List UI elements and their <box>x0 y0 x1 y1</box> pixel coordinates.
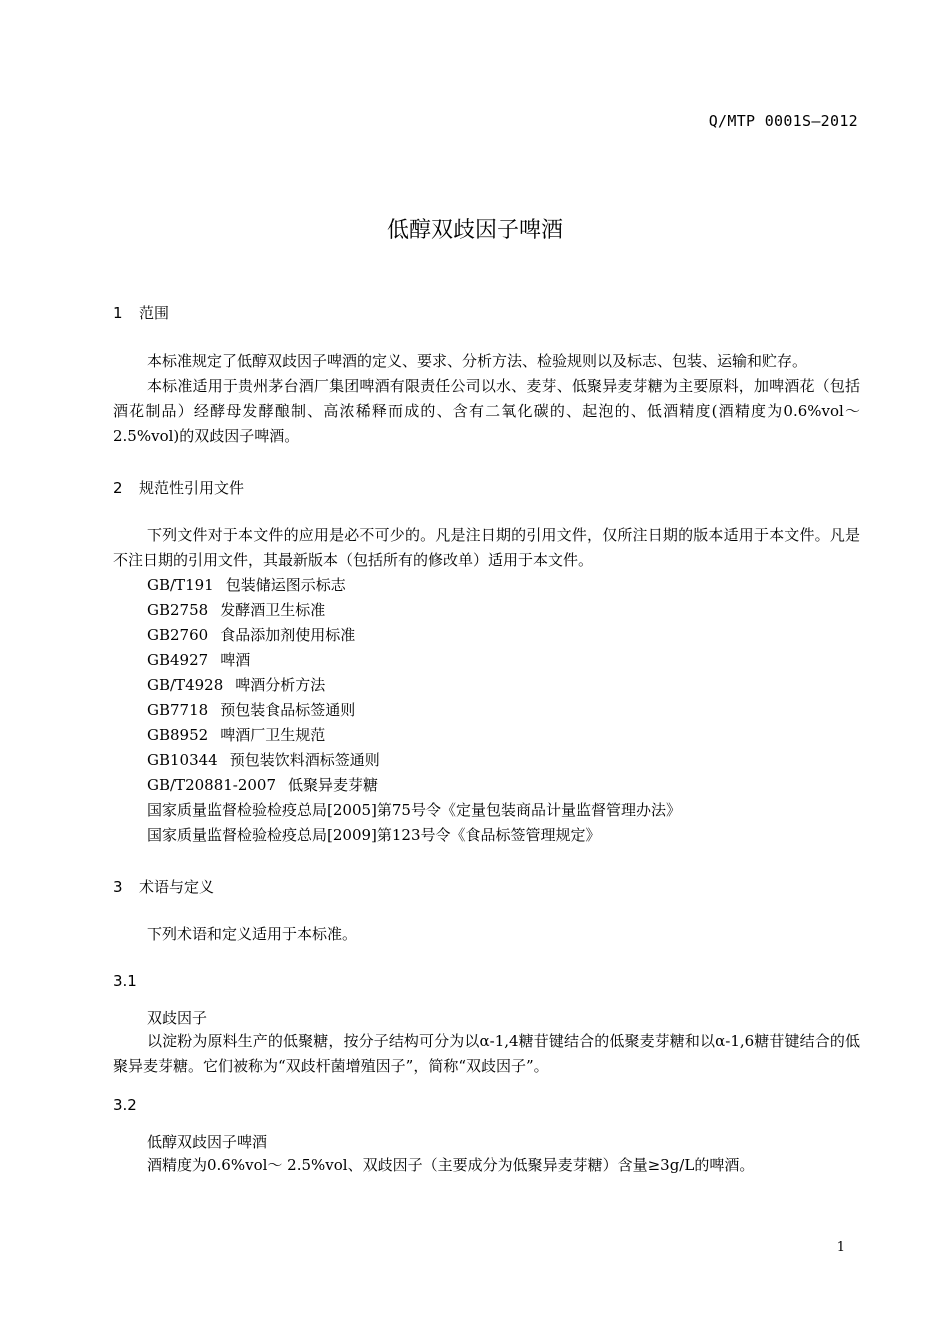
reference-item <box>147 573 681 598</box>
section-number: 3 <box>113 878 123 896</box>
paragraph: 下列文件对于本文件的应用是必不可少的。凡是注日期的引用文件，仅所注日期的版本适用于本文件。凡是不注日期的引用文件，其最新版本（包括所有的修改单）适用于本文件。 <box>113 526 860 569</box>
decree-item: 国家质量监督检验检疫总局[2005]第75号令《定量包装商品计量监督管理办法》 <box>147 801 681 819</box>
reference-item <box>147 723 681 748</box>
section-heading-references <box>113 477 244 498</box>
paragraph: 本标准规定了低醇双歧因子啤酒的定义、要求、分析方法、检验规则以及标志、包装、运输和贮存。 <box>147 352 808 370</box>
reference-item <box>147 773 681 798</box>
reference-code: GB/T4928 <box>147 676 224 694</box>
reference-name: 啤酒厂卫生规范 <box>220 726 326 744</box>
reference-name: 发酵酒卫生标准 <box>220 601 326 619</box>
reference-item <box>147 623 681 648</box>
section-title: 术语与定义 <box>139 878 215 896</box>
reference-code: GB/T191 <box>147 576 214 594</box>
terms-intro <box>113 922 860 947</box>
reference-item <box>147 698 681 723</box>
document-code: Q/MTP 0001S—2012 <box>708 112 858 130</box>
reference-code: GB7718 <box>147 701 209 719</box>
section-title: 规范性引用文件 <box>139 479 245 497</box>
decree-item: 国家质量监督检验检疫总局[2009]第123号令《食品标签管理规定》 <box>147 826 601 844</box>
section-title: 范围 <box>139 304 170 322</box>
subsection-number: 3.1 <box>113 972 137 990</box>
paragraph: 本标准适用于贵州茅台酒厂集团啤酒有限责任公司以水、麦芽、低聚异麦芽糖为主要原料，加啤酒花（包括酒花制品）经酵母发酵酿制、高浓稀释而成的、含有二氧化碳的、起泡的、低酒精度(酒精度为0.6%vol～ 2.5%vol)的双歧因子啤酒。 <box>113 377 860 445</box>
reference-code: GB10344 <box>147 751 218 769</box>
term-name: 低醇双歧因子啤酒 <box>147 1133 268 1151</box>
reference-name: 啤酒分析方法 <box>235 676 326 694</box>
reference-name: 包装储运图示标志 <box>225 576 346 594</box>
reference-item <box>147 598 681 623</box>
reference-code: GB4927 <box>147 651 209 669</box>
section-heading-terms <box>113 876 214 897</box>
document-title: 低醇双歧因子啤酒 <box>386 218 563 243</box>
subsection-number: 3.2 <box>113 1096 137 1114</box>
reference-item <box>147 648 681 673</box>
page-number: 1 <box>836 1240 845 1255</box>
reference-name: 低聚异麦芽糖 <box>288 776 379 794</box>
reference-list <box>147 573 681 848</box>
term-definition <box>113 1153 860 1178</box>
scope-text <box>113 349 860 449</box>
reference-name: 食品添加剂使用标准 <box>220 626 356 644</box>
reference-item <box>147 748 681 773</box>
reference-code: GB8952 <box>147 726 209 744</box>
paragraph: 下列术语和定义适用于本标准。 <box>147 925 358 943</box>
section-heading-scope <box>113 302 169 323</box>
term-name: 双歧因子 <box>147 1009 208 1027</box>
section-number: 2 <box>113 479 123 497</box>
reference-name: 预包装饮料酒标签通则 <box>229 751 380 769</box>
paragraph: 以淀粉为原料生产的低聚糖，按分子结构可分为以α-1,4糖苷键结合的低聚麦芽糖和以α-1,6糖苷键结合的低聚异麦芽糖。它们被称为“双歧杆菌增殖因子”，简称“双歧因子”。 <box>113 1032 860 1075</box>
reference-code: GB2760 <box>147 626 209 644</box>
paragraph: 酒精度为0.6%vol～ 2.5%vol、双歧因子（主要成分为低聚异麦芽糖）含量≥3g/L的啤酒。 <box>147 1156 755 1174</box>
reference-code: GB2758 <box>147 601 209 619</box>
reference-name: 啤酒 <box>220 651 251 669</box>
reference-name: 预包装食品标签通则 <box>220 701 356 719</box>
reference-item <box>147 673 681 698</box>
references-intro <box>113 523 860 573</box>
section-number: 1 <box>113 304 123 322</box>
reference-code: GB/T20881-2007 <box>147 776 277 794</box>
term-definition <box>113 1029 860 1079</box>
